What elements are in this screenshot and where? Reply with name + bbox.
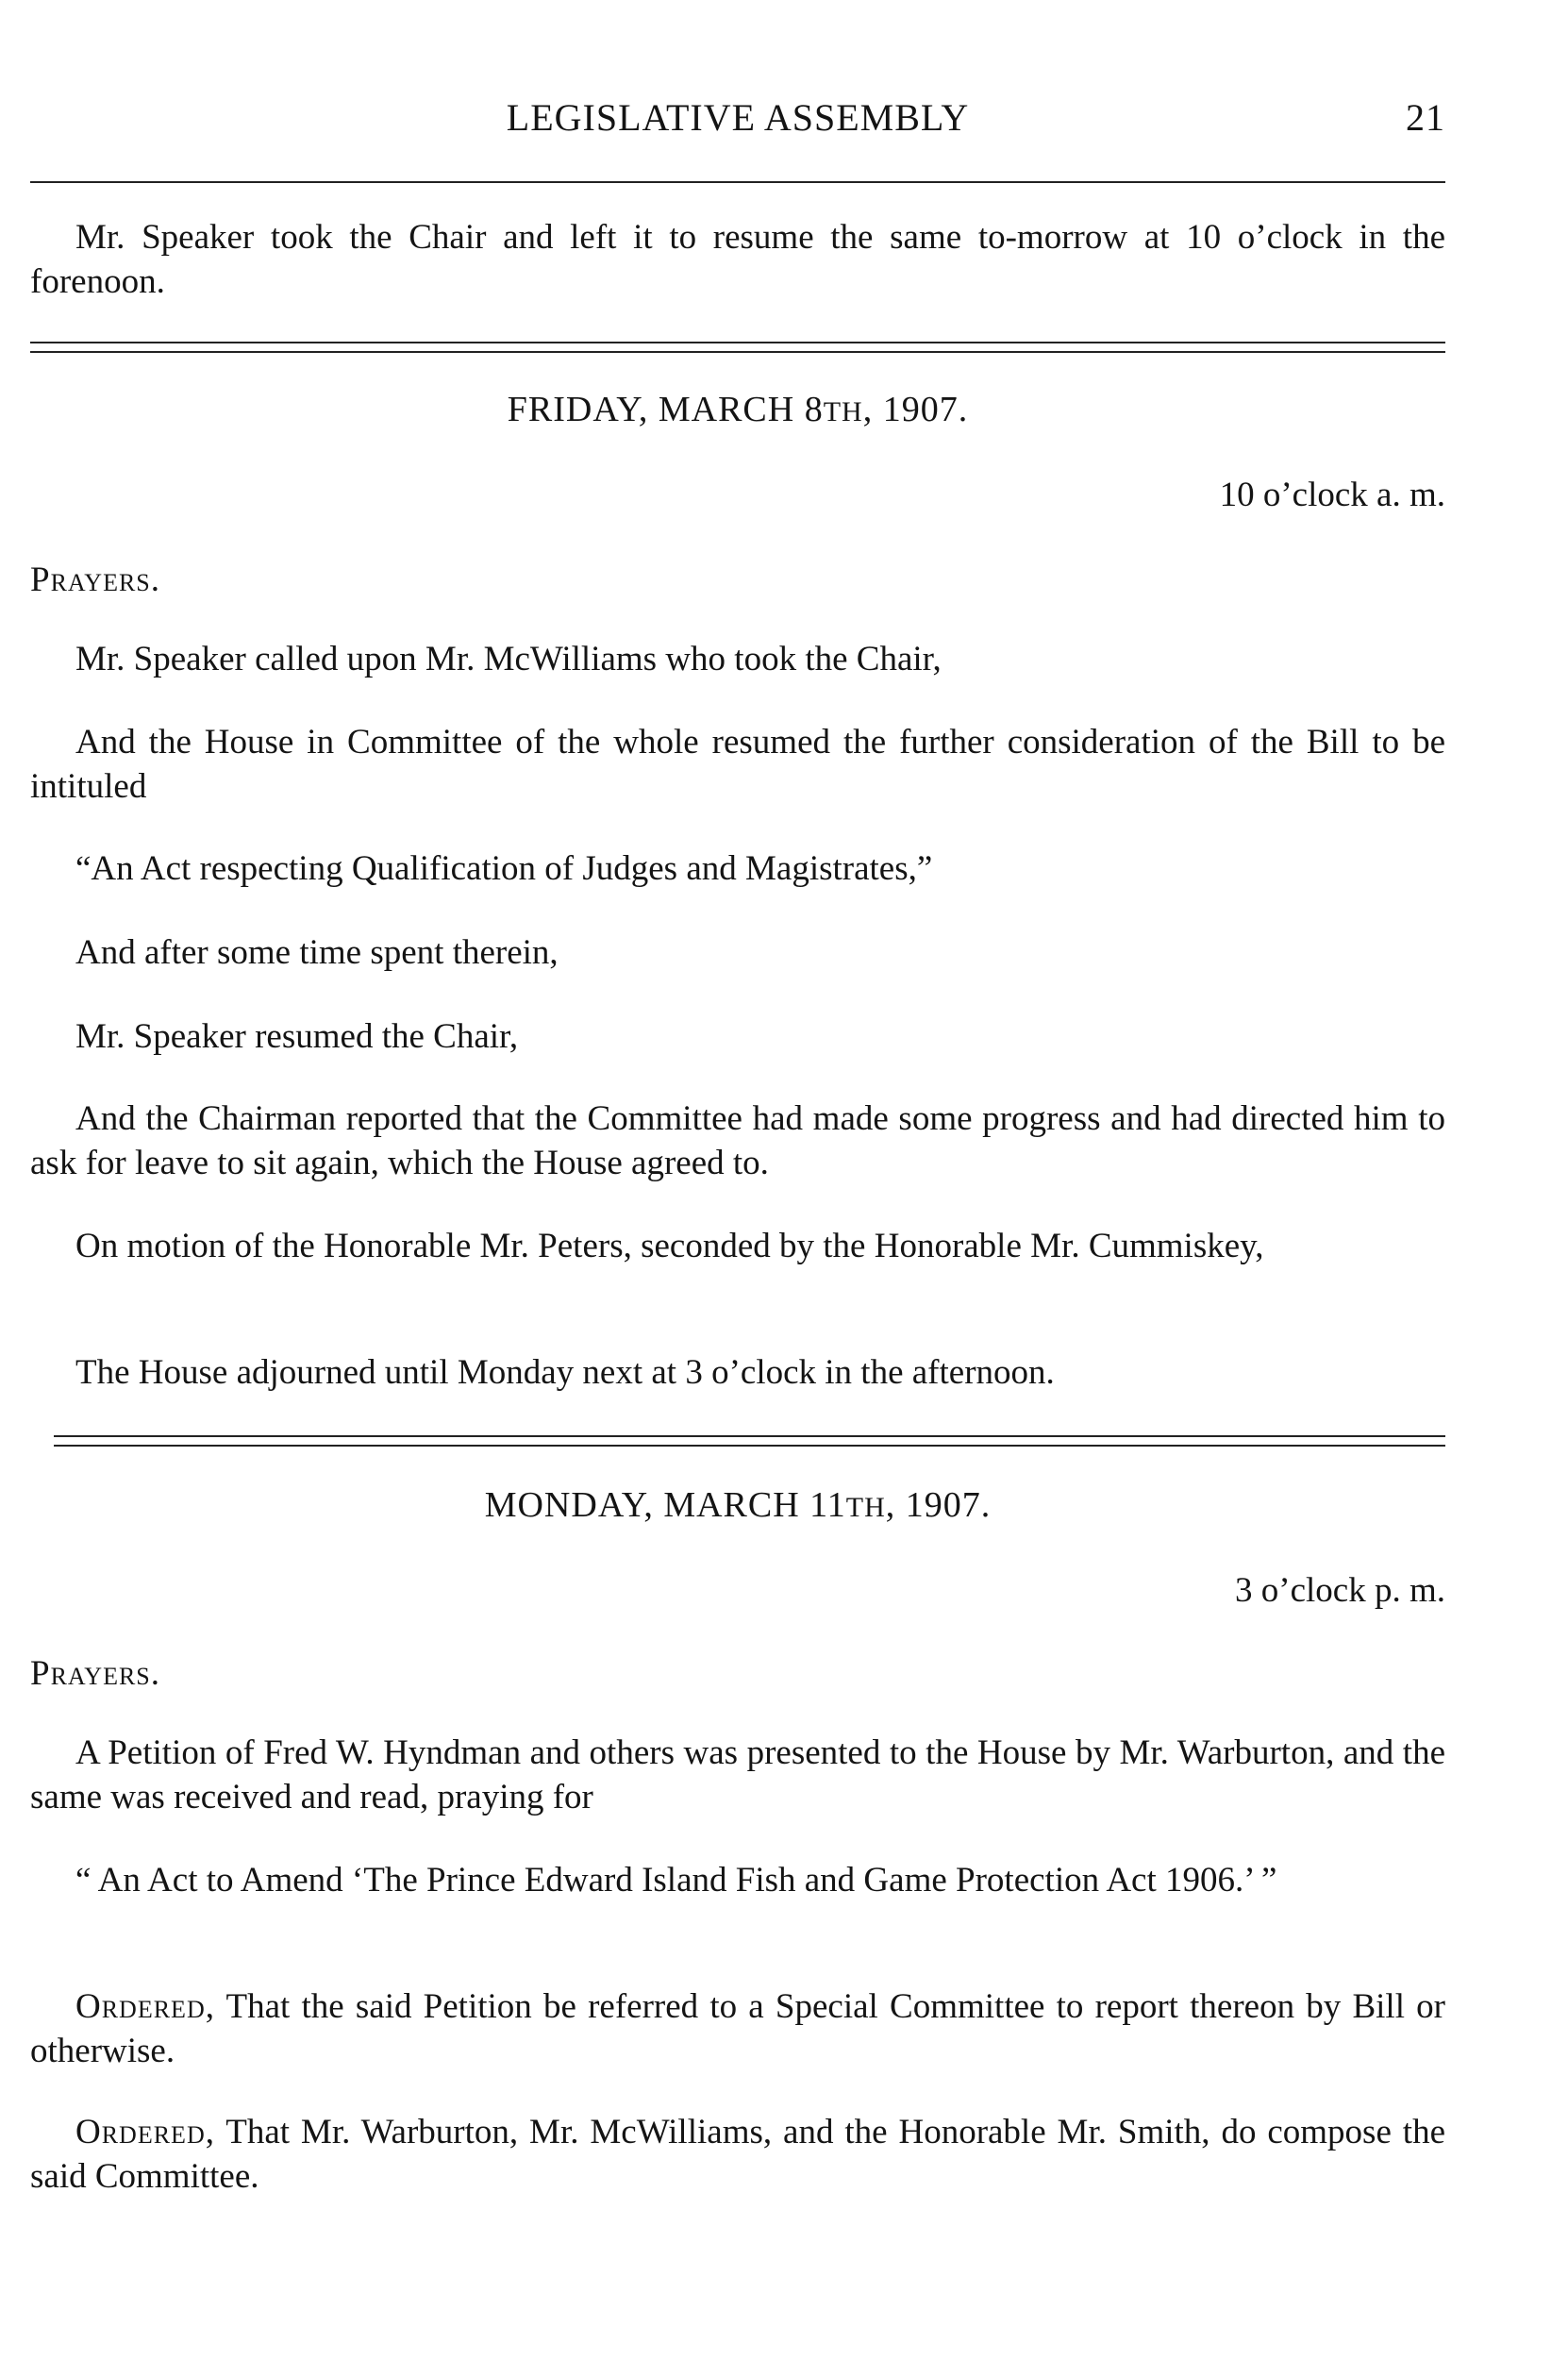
friday-paragraph-7: On motion of the Honorable Mr. Peters, seconded by the Honorable Mr. Cummiskey, bbox=[75, 1227, 1264, 1265]
friday-paragraph-5: Mr. Speaker resumed the Chair, bbox=[75, 1017, 519, 1056]
section-divider bbox=[30, 342, 1445, 353]
ordered-lead: Ordered, bbox=[75, 2113, 215, 2151]
friday-bill-title: “An Act respecting Qualification of Judges and Magistrates,” bbox=[75, 849, 933, 888]
monday-prayers: Prayers. bbox=[30, 1654, 161, 1693]
friday-paragraph-8: The House adjourned until Monday next at 3 o’clock in the afternoon. bbox=[75, 1353, 1055, 1392]
friday-paragraph-6: And the Chairman reported that the Committee had made some progress and had directed him to ask for leave to sit again, which the House agreed to. bbox=[30, 1099, 1445, 1182]
document-page bbox=[30, 0, 1445, 2360]
friday-paragraph-4: And after some time spent therein, bbox=[75, 933, 559, 972]
monday-bill-title: “ An Act to Amend ‘The Prince Edward Island Fish and Game Protection Act 1906.’ ” bbox=[75, 1861, 1277, 1900]
ordered-lead: Ordered, bbox=[75, 1987, 215, 2026]
intro-paragraph: Mr. Speaker took the Chair and left it to resume the same to-morrow at 10 o’clock in the forenoon. bbox=[30, 218, 1445, 301]
monday-time: 3 o’clock p. m. bbox=[1235, 1571, 1445, 1610]
friday-paragraph-2: And the House in Committee of the whole resumed the further consideration of the Bill to be intituled bbox=[30, 723, 1445, 806]
friday-time: 10 o’clock a. m. bbox=[1219, 476, 1445, 514]
running-head: LEGISLATIVE ASSEMBLY bbox=[506, 96, 970, 139]
friday-prayers: Prayers. bbox=[30, 561, 161, 599]
friday-date-heading: FRIDAY, MARCH 8TH, 1907. bbox=[507, 390, 969, 429]
friday-paragraph-1: Mr. Speaker called upon Mr. McWilliams who took the Chair, bbox=[75, 640, 942, 678]
monday-ordered-1 bbox=[30, 1984, 1445, 2073]
page-header bbox=[30, 90, 1445, 146]
monday-date-heading: MONDAY, MARCH 11TH, 1907. bbox=[484, 1485, 992, 1525]
monday-ordered-2 bbox=[30, 2110, 1445, 2199]
ordered-text: That the said Petition be referred to a Special Committee to report thereon by Bill or otherwise. bbox=[30, 1987, 1445, 2070]
ordered-text: That Mr. Warburton, Mr. McWilliams, and the Honorable Mr. Smith, do compose the said Committee. bbox=[30, 2113, 1445, 2196]
section-divider bbox=[54, 1435, 1445, 1447]
header-rule bbox=[30, 181, 1445, 183]
page-number: 21 bbox=[1406, 96, 1445, 139]
monday-paragraph-1: A Petition of Fred W. Hyndman and others was presented to the House by Mr. Warburton, and the same was received and read, praying for bbox=[30, 1733, 1445, 1816]
